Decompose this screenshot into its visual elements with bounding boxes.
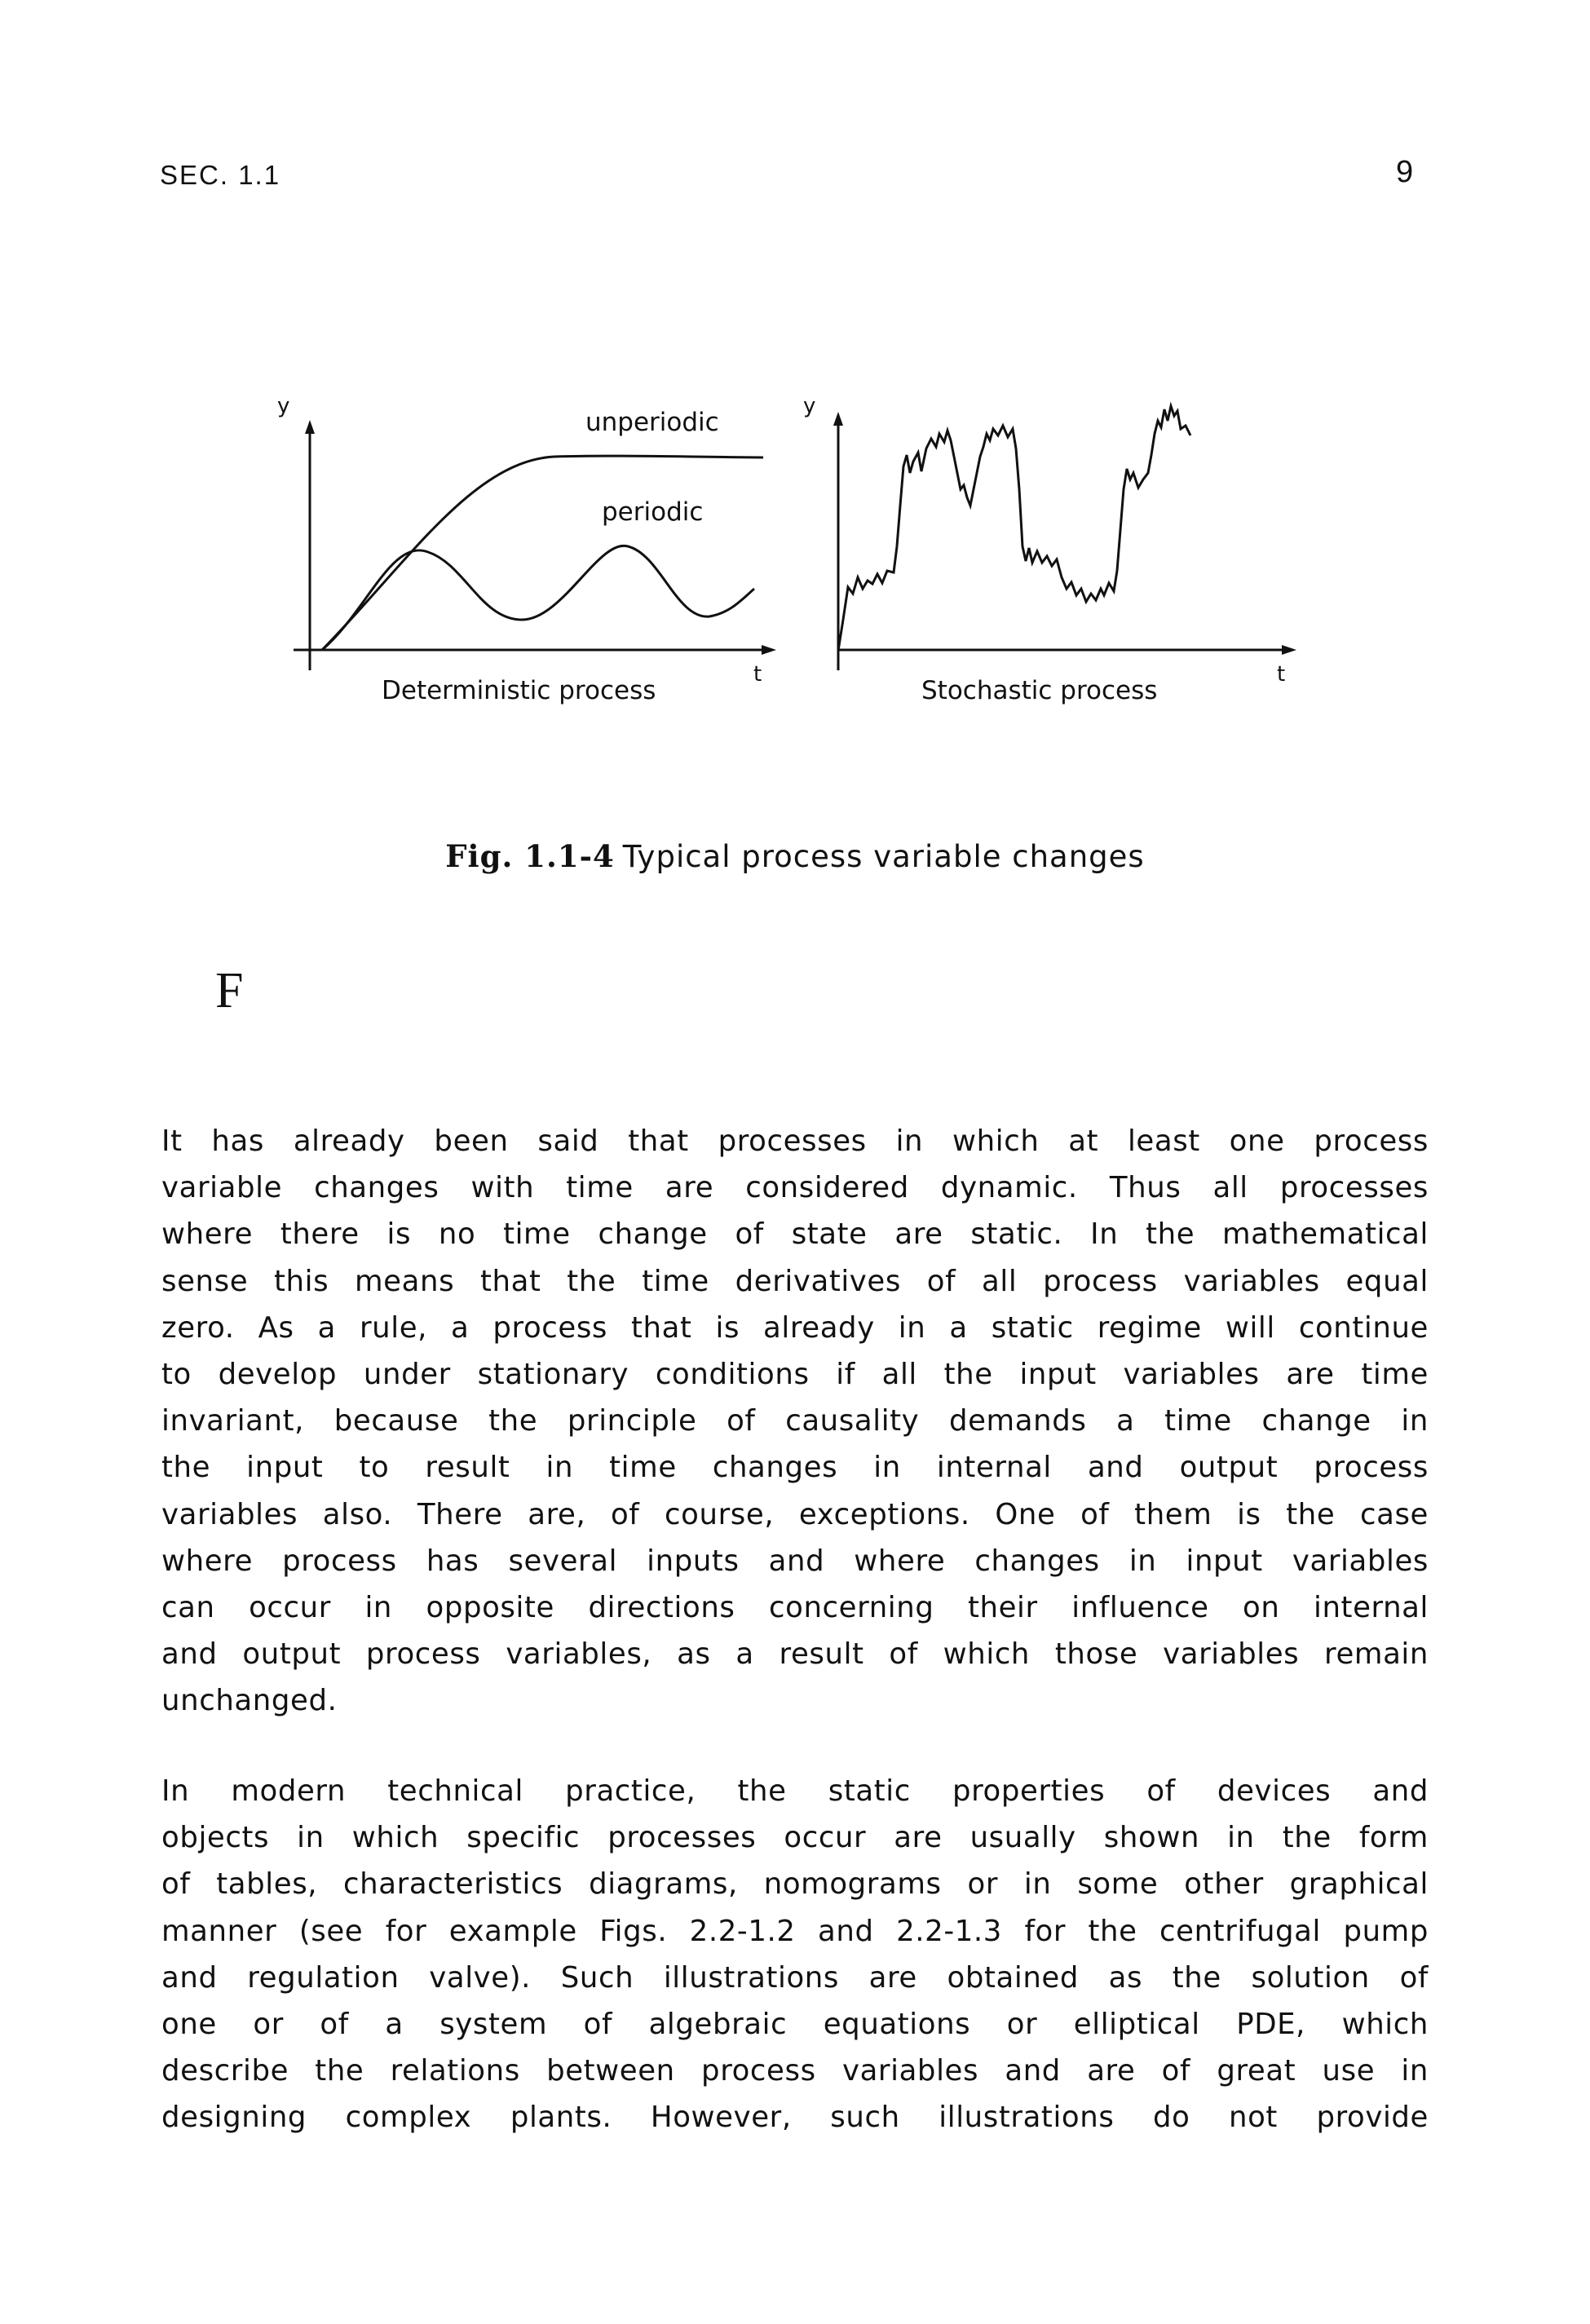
- text-line: zero. As a rule, a process that is already in a static regime will continue: [161, 1310, 1429, 1345]
- det-x-label: t: [753, 662, 762, 687]
- text-line: variables also. There are, of course, exceptions. One of them is the case: [161, 1497, 1429, 1531]
- text-line: unchanged.: [161, 1684, 338, 1718]
- text-line: and regulation valve). Such illustrations are obtained as the solution of: [161, 1960, 1429, 1995]
- text-line: and output process variables, as a result of which those variables remain: [161, 1637, 1429, 1672]
- caption-label: Fig. 1.1-4: [445, 838, 615, 874]
- text-line: one or of a system of algebraic equations or elliptical PDE, which: [161, 2008, 1429, 2042]
- sto-title: Stochastic process: [921, 676, 1158, 705]
- paragraph-2: [161, 1768, 1429, 2141]
- sto-x-arrow: [1282, 645, 1296, 655]
- unperiodic-label: unperiodic: [585, 408, 719, 437]
- figure-caption: [0, 838, 1590, 874]
- periodic-label: periodic: [602, 497, 704, 527]
- text-line: manner (see for example Figs. 2.2-1.2 and 2.2-1.3 for the centrifugal pump: [161, 1914, 1429, 1948]
- text-line: of tables, characteristics diagrams, nomograms or in some other graphical: [161, 1867, 1429, 1902]
- text-line: variable changes with time are considered dynamic. Thus all processes: [161, 1171, 1429, 1205]
- text-line: It has already been said that processes in which at least one process: [161, 1124, 1429, 1158]
- text-line: designing complex plants. However, such illustrations do not provide: [161, 2101, 1429, 2135]
- sto-y-label: y: [803, 394, 816, 418]
- figure-svg: [277, 375, 1337, 734]
- text-line: where process has several inputs and where changes in input variables: [161, 1544, 1429, 1578]
- stochastic-panel: [833, 406, 1296, 670]
- text-line: the input to result in time changes in internal and output process: [161, 1451, 1429, 1485]
- paragraph-1: [161, 1118, 1429, 1725]
- drop-letter: F: [215, 963, 244, 1018]
- text-line: invariant, because the principle of causality demands a time change in: [161, 1404, 1429, 1438]
- deterministic-panel: [294, 420, 776, 670]
- det-y-label: y: [277, 394, 290, 418]
- det-x-arrow: [762, 645, 776, 655]
- text-line: to develop under stationary conditions if all the input variables are time: [161, 1358, 1429, 1392]
- unperiodic-curve: [322, 456, 763, 650]
- page-number: 9: [1396, 155, 1414, 189]
- sto-x-label: t: [1277, 662, 1286, 687]
- caption-text: Typical process variable changes: [622, 839, 1145, 874]
- text-line: can occur in opposite directions concerning their influence on internal: [161, 1591, 1429, 1625]
- text-line: objects in which specific processes occur are usually shown in the form: [161, 1821, 1429, 1855]
- text-line: describe the relations between process variables and are of great use in: [161, 2054, 1429, 2088]
- text-line: sense this means that the time derivatives of all process variables equal: [161, 1264, 1429, 1298]
- stochastic-curve: [838, 406, 1190, 651]
- running-head: SEC. 1.1: [160, 160, 281, 190]
- figure: [277, 375, 1337, 734]
- det-y-arrow: [305, 420, 315, 434]
- periodic-curve: [322, 546, 754, 650]
- text-line: where there is no time change of state are static. In the mathematical: [161, 1217, 1429, 1252]
- det-title: Deterministic process: [382, 676, 656, 705]
- sto-y-arrow: [833, 412, 843, 426]
- text-line: In modern technical practice, the static properties of devices and: [161, 1774, 1429, 1808]
